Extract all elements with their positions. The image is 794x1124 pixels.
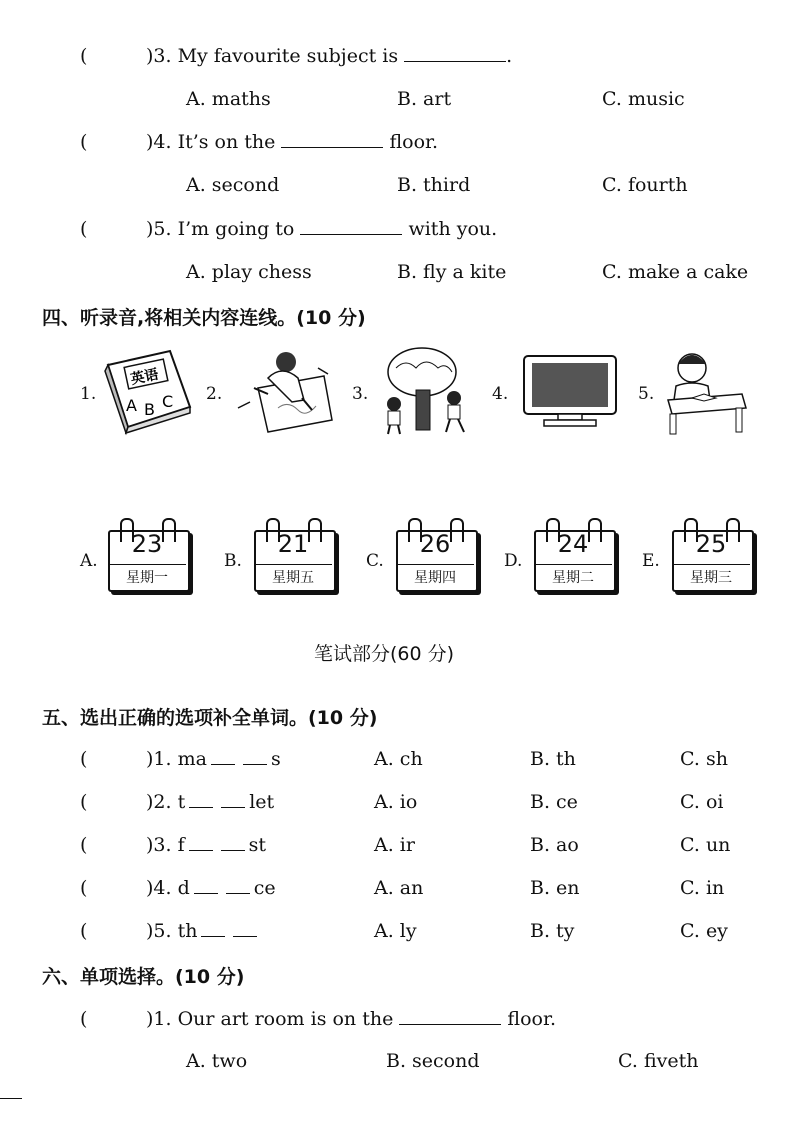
picture-label: 3. — [352, 384, 369, 404]
question-tail: with you. — [408, 218, 498, 240]
fill-blank[interactable] — [189, 834, 213, 851]
question-tail: floor. — [507, 1008, 557, 1030]
option-a[interactable]: A. ly — [374, 920, 417, 942]
answer-paren[interactable]: ( — [80, 920, 88, 942]
option-a[interactable]: A. ch — [374, 748, 423, 770]
calendar-card[interactable] — [254, 518, 334, 590]
question-stem: )4. It’s on the — [146, 131, 276, 153]
answer-paren[interactable]: ( — [80, 834, 88, 856]
calendar-label: B. — [224, 551, 242, 571]
option-b[interactable]: B. ce — [530, 791, 578, 813]
option-c[interactable]: C. ey — [680, 920, 728, 942]
option-a[interactable]: A. io — [374, 791, 418, 813]
word-ending: s — [270, 748, 281, 770]
question-stem: )5. I’m going to — [146, 218, 295, 240]
fill-blank[interactable] — [404, 45, 506, 62]
option-b[interactable]: B. art — [397, 88, 452, 110]
fill-blank[interactable] — [189, 791, 213, 808]
option-c[interactable]: C. in — [680, 877, 725, 899]
option-b[interactable]: B. th — [530, 748, 576, 770]
footer-rule — [0, 1098, 22, 1099]
calendar-date: 24 — [557, 530, 589, 558]
calendar-weekday: 星期五 — [254, 564, 332, 587]
picture-label: 4. — [492, 384, 509, 404]
fill-blank[interactable] — [233, 920, 257, 937]
question-tail: . — [506, 45, 513, 67]
calendar-label: A. — [80, 551, 98, 571]
question-text — [146, 1008, 556, 1030]
answer-paren[interactable]: ( — [80, 1008, 88, 1030]
option-c[interactable]: C. un — [680, 834, 731, 856]
book-letter: B — [144, 400, 155, 419]
option-b[interactable]: B. ty — [530, 920, 575, 942]
calendar-date: 26 — [419, 530, 451, 558]
word-text — [146, 920, 261, 942]
section-title: 六、单项选择。(10 分) — [42, 966, 245, 988]
option-b[interactable]: B. fly a kite — [397, 261, 507, 283]
picture-label: 2. — [206, 384, 223, 404]
written-part-title: 笔试部分(60 分) — [314, 643, 455, 665]
calendar-label: E. — [642, 551, 660, 571]
word-text — [146, 877, 276, 899]
question-stem: )1. Our art room is on the — [146, 1008, 394, 1030]
answer-paren[interactable]: ( — [80, 877, 88, 899]
option-b[interactable]: B. second — [386, 1050, 480, 1072]
book-letter: A — [126, 396, 137, 415]
fill-blank[interactable] — [399, 1008, 501, 1025]
calendar-card[interactable] — [108, 518, 188, 590]
option-a[interactable]: A. second — [186, 174, 280, 196]
section-title: 五、选出正确的选项补全单词。(10 分) — [42, 707, 378, 729]
calendar-date: 25 — [695, 530, 727, 558]
option-a[interactable]: A. play chess — [186, 261, 312, 283]
calendar-weekday: 星期三 — [672, 564, 750, 587]
calendar-date: 21 — [277, 530, 309, 558]
question-text — [146, 45, 512, 67]
fill-blank[interactable] — [221, 791, 245, 808]
calendar-card[interactable] — [396, 518, 476, 590]
option-c[interactable]: C. make a cake — [602, 261, 749, 283]
word-stem: )4. d — [146, 877, 190, 899]
option-c[interactable]: C. oi — [680, 791, 724, 813]
answer-paren[interactable]: ( — [80, 131, 88, 153]
option-a[interactable]: A. two — [186, 1050, 248, 1072]
word-stem: )1. ma — [146, 748, 207, 770]
calendar-weekday: 星期一 — [108, 564, 186, 587]
word-stem: )2. t — [146, 791, 186, 813]
english-book-icon[interactable] — [100, 345, 196, 437]
option-b[interactable]: B. ao — [530, 834, 579, 856]
section-title: 四、听录音,将相关内容连线。(10 分) — [42, 307, 366, 329]
fill-blank[interactable] — [221, 834, 245, 851]
computer-monitor-icon[interactable] — [520, 354, 620, 428]
answer-paren[interactable]: ( — [80, 218, 88, 240]
word-stem: )3. f — [146, 834, 185, 856]
word-ending: ce — [253, 877, 276, 899]
question-text — [146, 131, 438, 153]
question-text — [146, 218, 497, 240]
calendar-label: D. — [504, 551, 523, 571]
option-c[interactable]: C. fourth — [602, 174, 688, 196]
fill-blank[interactable] — [211, 748, 235, 765]
word-ending: st — [248, 834, 267, 856]
answer-paren[interactable]: ( — [80, 791, 88, 813]
word-stem: )5. th — [146, 920, 198, 942]
fill-blank[interactable] — [194, 877, 218, 894]
calendar-card[interactable] — [672, 518, 752, 590]
fill-blank[interactable] — [243, 748, 267, 765]
answer-paren[interactable]: ( — [80, 45, 88, 67]
answer-paren[interactable]: ( — [80, 748, 88, 770]
word-ending: let — [249, 791, 275, 813]
picture-label: 5. — [638, 384, 655, 404]
book-title: 英语 — [129, 366, 161, 389]
fill-blank[interactable] — [281, 131, 383, 148]
fill-blank[interactable] — [226, 877, 250, 894]
option-c[interactable]: C. music — [602, 88, 685, 110]
option-a[interactable]: A. maths — [186, 88, 271, 110]
calendar-date: 23 — [131, 530, 163, 558]
word-text — [146, 791, 274, 813]
calendar-card[interactable] — [534, 518, 614, 590]
option-c[interactable]: C. sh — [680, 748, 728, 770]
word-text — [146, 834, 266, 856]
option-b[interactable]: B. third — [397, 174, 471, 196]
option-a[interactable]: A. ir — [374, 834, 415, 856]
book-letter: C — [162, 392, 174, 411]
child-drawing-icon[interactable] — [228, 348, 334, 434]
question-tail: floor. — [389, 131, 439, 153]
fill-blank[interactable] — [201, 920, 225, 937]
calendar-weekday: 星期二 — [534, 564, 612, 587]
word-text — [146, 748, 281, 770]
option-c[interactable]: C. fiveth — [618, 1050, 699, 1072]
calendar-label: C. — [366, 551, 384, 571]
option-a[interactable]: A. an — [374, 877, 424, 899]
option-b[interactable]: B. en — [530, 877, 580, 899]
boy-reading-icon[interactable] — [662, 346, 748, 436]
calendar-weekday: 星期四 — [396, 564, 474, 587]
fill-blank[interactable] — [300, 218, 402, 235]
picture-label: 1. — [80, 384, 97, 404]
children-tree-icon[interactable] — [372, 346, 476, 436]
question-stem: )3. My favourite subject is — [146, 45, 399, 67]
